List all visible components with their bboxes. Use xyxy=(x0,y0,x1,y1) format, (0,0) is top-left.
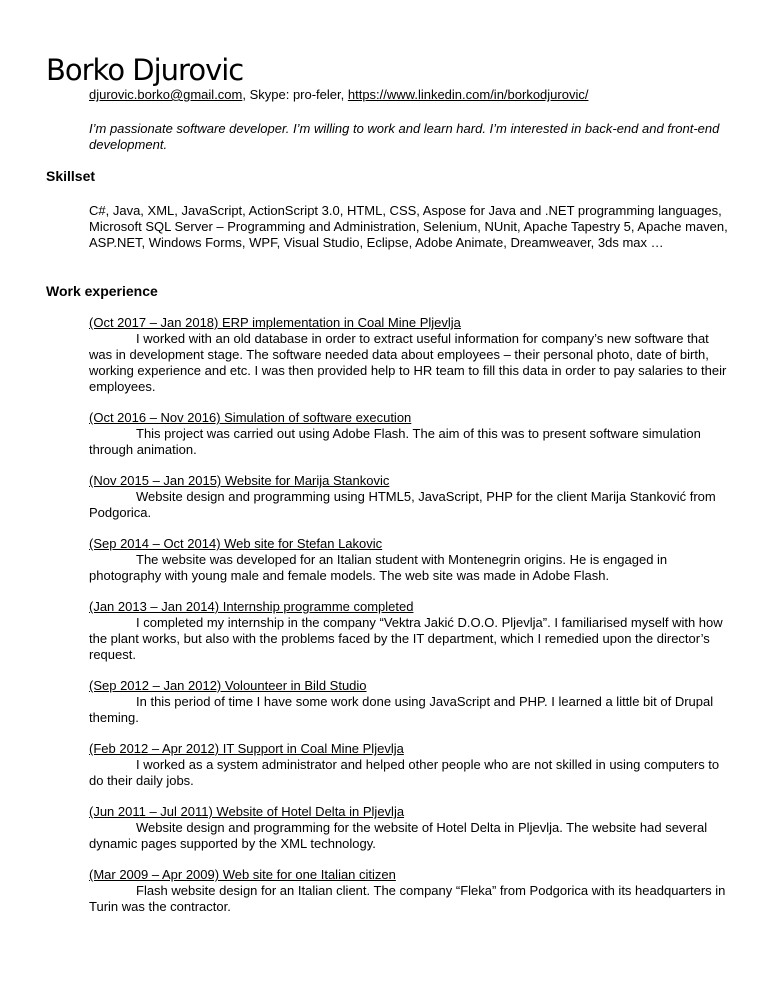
job-title: (Mar 2009 – Apr 2009) Web site for one Italian citizen xyxy=(89,867,396,882)
job-entry xyxy=(89,315,729,395)
job-description: I completed my internship in the company “Vektra Jakić D.O.O. Pljevlja”. I familiarised myself with how the plant works, but also with the problems faced by the IT department, which I remedied upon the director’s request. xyxy=(89,615,723,662)
intro-statement: I’m passionate software developer. I’m willing to work and learn hard. I’m interested in back-end and front-end development. xyxy=(89,121,720,152)
skillset-heading: Skillset xyxy=(46,168,96,184)
job-title: (Sep 2012 – Jan 2012) Volounteer in Bild Studio xyxy=(89,678,367,693)
job-entry xyxy=(89,741,729,789)
job-description: Website design and programming for the website of Hotel Delta in Pljevlja. The website had several dynamic pages supported by the XML technology. xyxy=(89,820,708,851)
job-list xyxy=(89,315,729,930)
job-description: Website design and programming using HTML5, JavaScript, PHP for the client Marija Stanković from Podgorica. xyxy=(89,489,716,520)
job-entry xyxy=(89,599,729,663)
linkedin-link[interactable]: https://www.linkedin.com/in/borkodjurovic/ xyxy=(347,87,589,102)
job-description: The website was developed for an Italian student with Montenegrin origins. He is engaged in photography with young male and female models. The web site was made in Adobe Flash. xyxy=(89,552,668,583)
job-description: Flash website design for an Italian client. The company “Fleka” from Podgorica with its headquarters in Turin was the contractor. xyxy=(89,883,726,914)
job-description: I worked as a system administrator and helped other people who are not skilled in using computers to do their daily jobs. xyxy=(89,757,720,788)
job-title: (Oct 2017 – Jan 2018) ERP implementation in Coal Mine Pljevlja xyxy=(89,315,461,330)
job-entry xyxy=(89,804,729,852)
job-title: (Nov 2015 – Jan 2015) Website for Marija Stankovic xyxy=(89,473,390,488)
contact-line xyxy=(89,87,588,103)
skillset-text: C#, Java, XML, JavaScript, ActionScript 3.0, HTML, CSS, Aspose for Java and .NET programming languages, Microsoft SQL Server – Programming and Administration, Selenium, NUnit, Apache Tapestry 5, Apache maven, ASP.NET, Windows Forms, WPF, Visual Studio, Eclipse, Adobe Animate, Dreamweaver, 3ds max … xyxy=(89,203,728,250)
job-entry xyxy=(89,473,729,521)
job-entry xyxy=(89,867,729,915)
job-description: This project was carried out using Adobe Flash. The aim of this was to present software simulation through animation. xyxy=(89,426,701,457)
job-entry xyxy=(89,678,729,726)
job-title: (Oct 2016 – Nov 2016) Simulation of software execution xyxy=(89,410,412,425)
job-title: (Jan 2013 – Jan 2014) Internship programme completed xyxy=(89,599,414,614)
job-title: (Sep 2014 – Oct 2014) Web site for Stefan Lakovic xyxy=(89,536,383,551)
job-entry xyxy=(89,410,729,458)
job-description: In this period of time I have some work done using JavaScript and PHP. I learned a little bit of Drupal theming. xyxy=(89,694,714,725)
work-experience-heading: Work experience xyxy=(46,283,158,299)
skype-text: , Skype: pro-feler, xyxy=(242,87,348,102)
candidate-name: Borko Djurovic xyxy=(46,53,244,87)
job-entry xyxy=(89,536,729,584)
email-link[interactable]: djurovic.borko@gmail.com xyxy=(89,87,243,102)
job-title: (Feb 2012 – Apr 2012) IT Support in Coal Mine Pljevlja xyxy=(89,741,404,756)
job-description: I worked with an old database in order to extract useful information for company’s new software that was in development stage. The software needed data about employees – their personal photo, date of birth, working experience and etc. I was then provided help to HR team to fill this data in order to pay salaries to their employees. xyxy=(89,331,727,394)
job-title: (Jun 2011 – Jul 2011) Website of Hotel Delta in Pljevlja xyxy=(89,804,405,819)
